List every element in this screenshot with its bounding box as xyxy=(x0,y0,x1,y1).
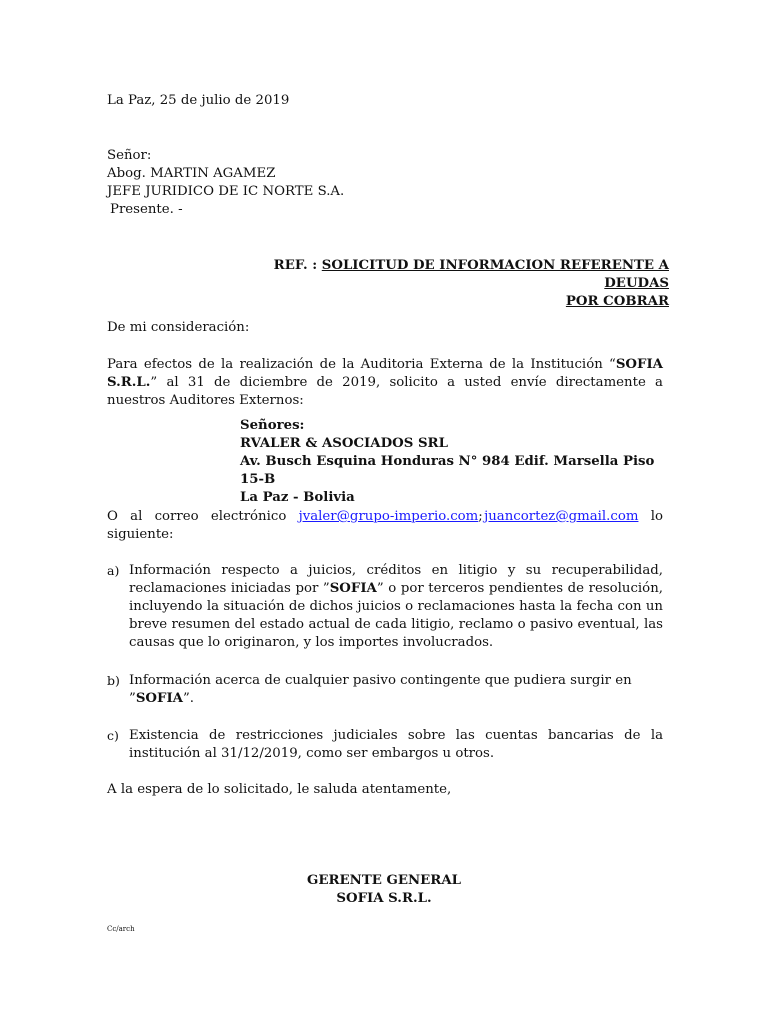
auditors-line-1: Señores: xyxy=(240,418,305,433)
list-item-b-text-1: Información acerca de cualquier pasivo contingente que pudiera surgir en ” xyxy=(129,673,632,706)
list-item-c-text-1: Existencia de restricciones judiciales sobre las cuentas bancarias de la institución al 31/12/2019, como ser embargos u otros. xyxy=(129,728,663,761)
reference-block xyxy=(209,257,669,311)
closing: A la espera de lo solicitado, le saluda atentamente, xyxy=(107,782,452,797)
greeting: De mi consideración: xyxy=(107,320,250,335)
recipient-salutation: Señor: xyxy=(107,148,152,163)
signature-company: SOFIA S.R.L. xyxy=(336,891,432,906)
cc-note: Cc/arch xyxy=(107,925,135,933)
email-link-2[interactable]: juancortez@gmail.com xyxy=(484,509,639,524)
list-item-a xyxy=(107,562,663,652)
intro-paragraph xyxy=(107,356,663,410)
intro-company: SOFIA S.R.L. xyxy=(107,357,663,390)
reference-line-1 xyxy=(209,257,669,293)
recipient-block xyxy=(107,147,507,219)
list-item-c xyxy=(107,727,663,763)
list-marker-c: c) xyxy=(107,728,119,743)
list-item-a-text-1: Información respecto a juicios, créditos en litigio y su recuperabilidad, reclamaciones iniciadas por ” xyxy=(129,563,663,596)
email-separator: ; xyxy=(478,509,483,524)
recipient-name: Abog. MARTIN AGAMEZ xyxy=(107,166,276,181)
signature-title: GERENTE GENERAL xyxy=(307,873,461,888)
auditors-address xyxy=(240,417,670,507)
list-item-a-text-2: ” o por terceros pendientes de resolución, incluyendo la situación de dichos juicios o reclamaciones hasta la fecha con un breve resumen del estado actual de cada litigio, reclamo o pasivo eventual, las causas que lo originaron, y los importes involucrados. xyxy=(129,581,663,650)
email-line-2: siguiente: xyxy=(107,527,174,542)
signature-block xyxy=(284,872,484,908)
email-prefix: O al correo electrónico xyxy=(107,509,287,524)
list-marker-a: a) xyxy=(107,563,120,578)
intro-text-1: Para efectos de la realización de la Auditoria Externa de la Institución “ xyxy=(107,357,616,372)
list-marker-b: b) xyxy=(107,673,120,688)
list-item-b-bold: SOFIA xyxy=(135,691,183,706)
reference-subject-1: SOLICITUD DE INFORMACION REFERENTE A DEUDAS xyxy=(321,258,669,291)
recipient-position: JEFE JURIDICO DE IC NORTE S.A. xyxy=(107,184,345,199)
auditors-line-3: Av. Busch Esquina Honduras N° 984 Edif. Marsella Piso 15-B xyxy=(240,454,655,487)
auditors-line-4: La Paz - Bolivia xyxy=(240,490,355,505)
list-item-b xyxy=(107,672,663,708)
reference-label: REF. : xyxy=(273,258,318,273)
list-item-a-bold: SOFIA xyxy=(329,581,377,596)
auditors-line-2: RVALER & ASOCIADOS SRL xyxy=(240,436,448,451)
email-link-1[interactable]: jvaler@grupo-imperio.com xyxy=(298,509,479,524)
place-date: La Paz, 25 de julio de 2019 xyxy=(107,93,290,108)
email-paragraph xyxy=(107,508,663,544)
intro-text-2: ” al 31 de diciembre de 2019, solicito a usted envíe directamente a nuestros Auditores Externos: xyxy=(107,375,663,408)
email-suffix: lo xyxy=(650,509,663,524)
email-line-1 xyxy=(107,508,663,526)
reference-subject-2: POR COBRAR xyxy=(565,294,669,309)
list-item-b-text-2: ”. xyxy=(182,691,195,706)
recipient-presente: Presente. - xyxy=(110,202,183,217)
